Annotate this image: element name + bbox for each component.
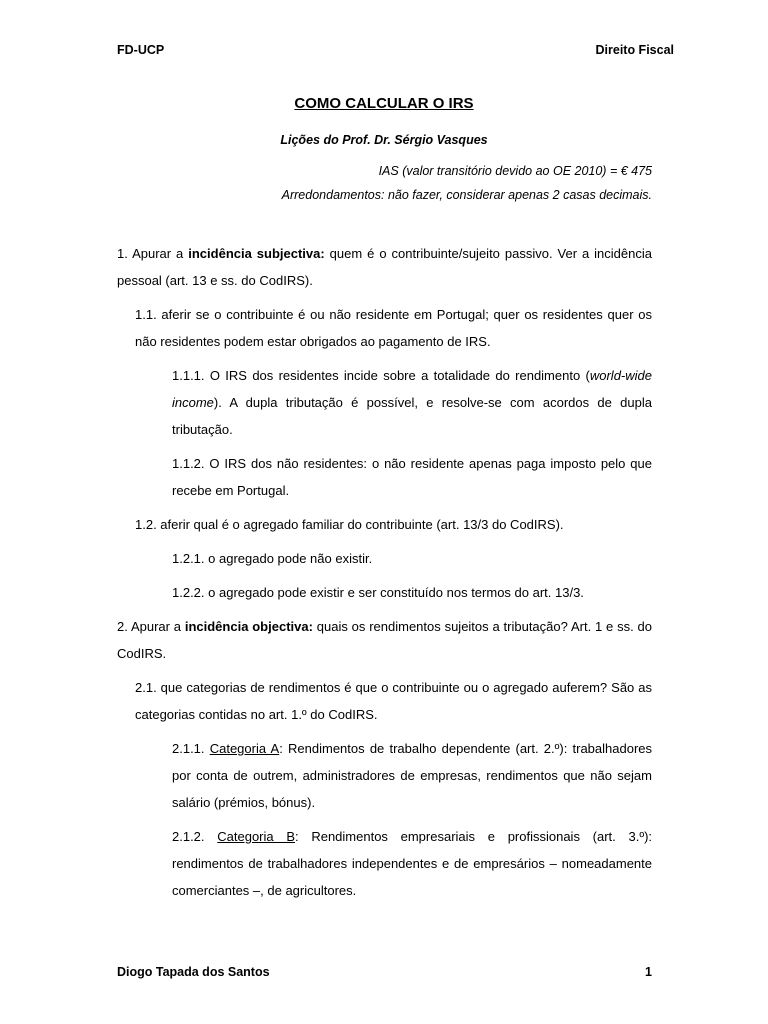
paragraph-1-1: 1.1. aferir se o contribuinte é ou não residente em Portugal; quer os residentes quer os não residentes podem estar obrigados ao pagamento de IRS. [135,307,652,349]
paragraph-2-1: 2.1. que categorias de rendimentos é que o contribuinte ou o agregado auferem? São as categorias contidas no art. 1.º do CodIRS. [135,680,652,722]
header-right: Direito Fiscal [595,43,674,57]
document-title: COMO CALCULAR O IRS [294,95,474,112]
document-body [117,240,652,911]
paragraph-1: 1. Apurar a incidência subjectiva: quem é o contribuinte/sujeito passivo. Ver a incidência pessoal (art. 13 e ss. do CodIRS). [117,246,652,288]
paragraph-2: 2. Apurar a incidência objectiva: quais os rendimentos sujeitos a tributação? Art. 1 e ss. do CodIRS. [117,619,652,661]
paragraph-2-1-1: 2.1.1. Categoria A: Rendimentos de trabalho dependente (art. 2.º): trabalhadores por conta de outrem, administradores de empresas, rendimentos que não sejam salário (prémios, bónus). [172,741,652,810]
document-subtitle: Lições do Prof. Dr. Sérgio Vasques [280,133,488,147]
paragraph-1-1-2: 1.1.2. O IRS dos não residentes: o não residente apenas paga imposto pelo que recebe em Portugal. [172,456,652,498]
paragraph-1-1-1: 1.1.1. O IRS dos residentes incide sobre a totalidade do rendimento (world-wide income). A dupla tributação é possível, e resolve-se com acordos de dupla tributação. [172,368,652,437]
page-number: 1 [645,965,652,979]
paragraph-1-2-2: 1.2.2. o agregado pode existir e ser constituído nos termos do art. 13/3. [172,585,584,600]
ias-note: IAS (valor transitório devido ao OE 2010) = € 475 [378,164,652,178]
paragraph-1-2: 1.2. aferir qual é o agregado familiar do contribuinte (art. 13/3 do CodIRS). [135,517,564,532]
footer-author: Diogo Tapada dos Santos [117,965,270,979]
paragraph-2-1-2: 2.1.2. Categoria B: Rendimentos empresariais e profissionais (art. 3.º): rendimentos de trabalhadores independentes e de empresários – nomeadamente comerciantes –, de agricultores. [172,829,653,898]
header-left: FD-UCP [117,43,165,57]
rounding-note: Arredondamentos: não fazer, considerar apenas 2 casas decimais. [281,188,652,202]
paragraph-1-2-1: 1.2.1. o agregado pode não existir. [172,551,373,566]
